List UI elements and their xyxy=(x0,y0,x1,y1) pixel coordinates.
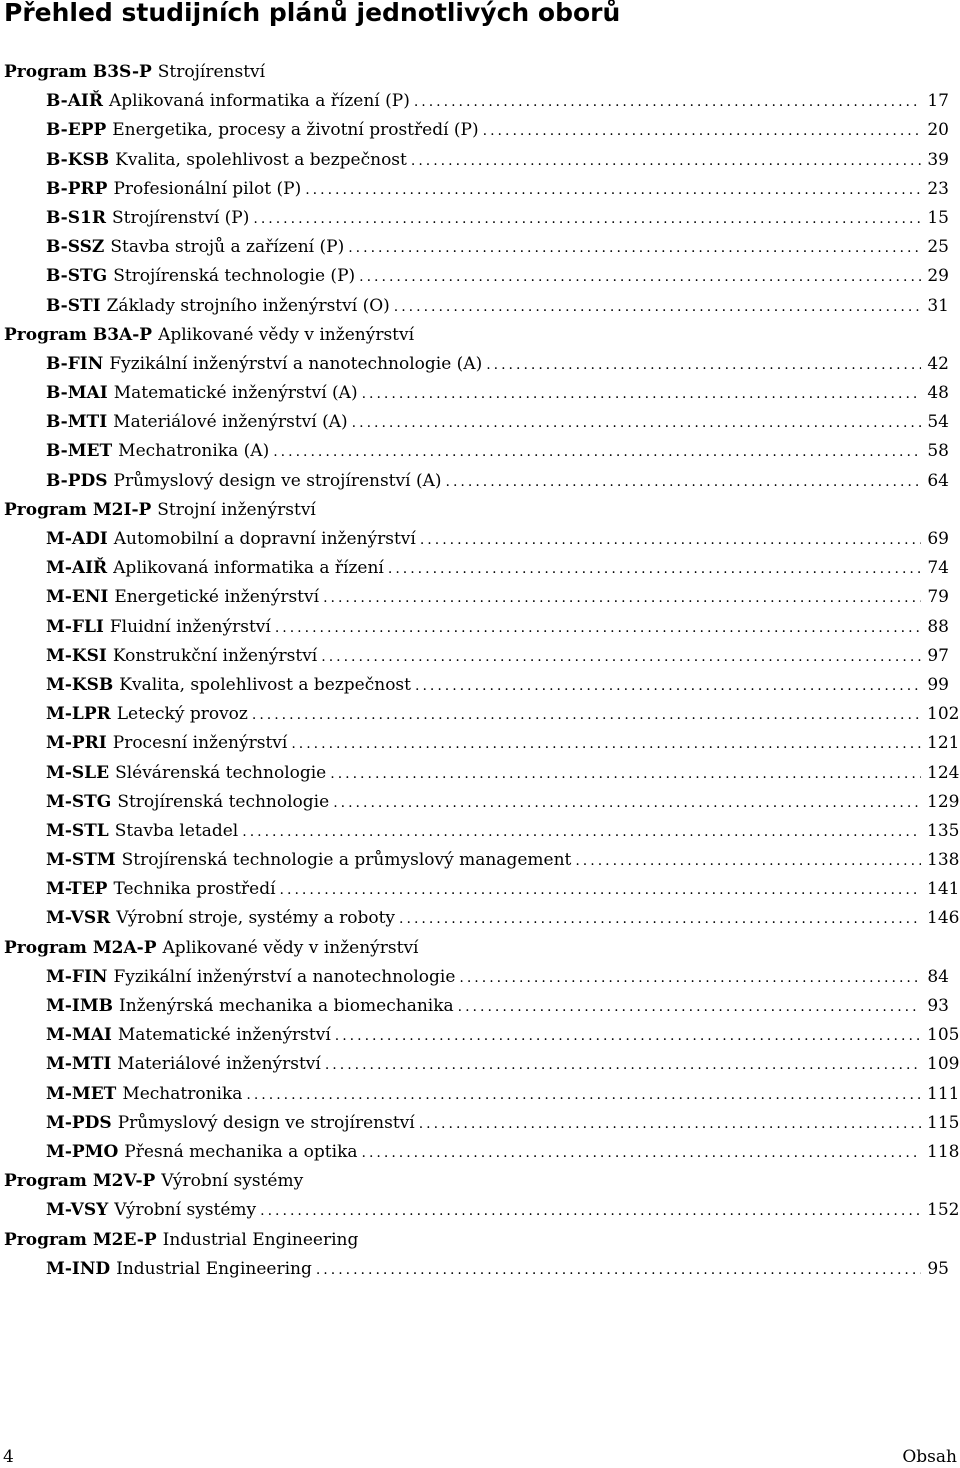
toc-entry[interactable] xyxy=(0,817,960,846)
dot-leader xyxy=(362,380,921,409)
program-heading xyxy=(0,1226,960,1255)
page-number: 109 xyxy=(927,1054,960,1075)
toc-entry[interactable] xyxy=(0,1109,960,1138)
toc-entry[interactable] xyxy=(0,729,960,758)
dot-leader xyxy=(252,701,921,730)
toc-entry[interactable] xyxy=(0,204,960,233)
dot-leader xyxy=(394,293,921,322)
field-name: Matematické inženýrství (A) xyxy=(113,383,358,404)
field-name: Materiálové inženýrství xyxy=(117,1054,321,1075)
program-heading xyxy=(0,1167,960,1196)
page-number: 93 xyxy=(927,996,949,1016)
page-number: 64 xyxy=(927,470,949,491)
dot-leader xyxy=(321,643,921,672)
dot-leader xyxy=(575,847,921,876)
field-name: Průmyslový design ve strojírenství (A) xyxy=(113,470,442,491)
field-code: B-PDS xyxy=(46,470,108,491)
dot-leader xyxy=(419,1110,921,1139)
dot-leader xyxy=(316,1256,921,1285)
field-code: M-PRI xyxy=(46,733,107,754)
field-name: Průmyslový design ve strojírenství xyxy=(117,1112,415,1133)
footer-section-name: Obsah xyxy=(902,1447,957,1467)
dot-leader xyxy=(411,147,921,176)
dot-leader xyxy=(253,205,921,234)
dot-leader xyxy=(333,789,921,818)
toc-entry[interactable] xyxy=(0,700,960,729)
dot-leader xyxy=(323,584,921,613)
toc-entry[interactable] xyxy=(0,846,960,875)
page-number: 121 xyxy=(927,733,960,754)
field-name: Aplikovaná informatika a řízení xyxy=(113,558,384,579)
field-code: M-ENI xyxy=(46,587,109,608)
dot-leader xyxy=(348,234,921,263)
program-code: Program B3S-P xyxy=(4,62,152,82)
field-name: Fyzikální inženýrství a nanotechnologie (A) xyxy=(109,353,483,374)
field-code: B-EPP xyxy=(46,120,107,141)
dot-leader xyxy=(305,176,921,205)
dot-leader xyxy=(415,672,921,701)
field-code: B-MTI xyxy=(46,412,108,433)
dot-leader xyxy=(280,876,921,905)
program-name: Výrobní systémy xyxy=(161,1171,304,1192)
page-number: 20 xyxy=(927,120,949,141)
field-name: Stavba strojů a zařízení (P) xyxy=(110,237,345,258)
field-code: M-ADI xyxy=(46,529,108,549)
page-number: 97 xyxy=(927,645,949,666)
dot-leader xyxy=(446,468,921,497)
dot-leader xyxy=(275,614,921,643)
field-name: Procesní inženýrství xyxy=(112,733,288,754)
dot-leader xyxy=(352,409,921,438)
page-number: 146 xyxy=(927,908,960,929)
program-name: Aplikované vědy v inženýrství xyxy=(158,324,415,345)
dot-leader xyxy=(335,1022,921,1051)
program-code: Program M2I-P xyxy=(4,499,152,520)
field-code: M-AIŘ xyxy=(46,558,108,579)
field-name: Energetické inženýrství xyxy=(114,587,320,608)
field-code: M-PDS xyxy=(46,1112,112,1133)
field-name: Výrobní stroje, systémy a roboty xyxy=(116,908,396,929)
page-number: 74 xyxy=(927,558,949,579)
program-heading xyxy=(0,496,960,525)
toc-entry[interactable] xyxy=(0,1080,960,1109)
field-code: M-STM xyxy=(46,850,116,871)
toc-entry[interactable] xyxy=(0,1255,960,1284)
toc-entry[interactable] xyxy=(0,759,960,788)
field-code: M-FLI xyxy=(46,616,104,637)
toc-entry[interactable] xyxy=(0,379,960,408)
field-name: Strojírenská technologie a průmyslový management xyxy=(121,850,572,871)
field-code: M-MTI xyxy=(46,1054,112,1075)
field-name: Kvalita, spolehlivost a bezpečnost xyxy=(115,149,407,170)
page-number: 135 xyxy=(927,820,960,841)
toc-entry[interactable] xyxy=(0,1138,960,1167)
page-number: 88 xyxy=(927,616,949,637)
toc-entry[interactable] xyxy=(0,583,960,612)
dot-leader xyxy=(273,438,921,467)
page-number: 54 xyxy=(927,412,949,433)
toc-entry[interactable] xyxy=(0,467,960,496)
program-name: Strojírenství xyxy=(157,62,266,82)
page-number: 129 xyxy=(927,791,960,812)
page-number: 17 xyxy=(927,91,949,112)
field-name: Mechatronika (A) xyxy=(118,441,270,462)
field-code: M-STL xyxy=(46,820,109,841)
program-heading xyxy=(0,321,960,350)
toc-entry[interactable] xyxy=(0,1021,960,1050)
field-code: M-MAI xyxy=(46,1025,112,1046)
field-name: Fluidní inženýrství xyxy=(109,616,271,637)
field-name: Přesná mechanika a optika xyxy=(124,1141,358,1162)
toc-entry[interactable] xyxy=(0,233,960,262)
page-number: 69 xyxy=(927,529,949,549)
program-code: Program M2V-P xyxy=(4,1171,156,1192)
program-code: Program B3A-P xyxy=(4,324,153,345)
toc-entry[interactable] xyxy=(0,525,960,554)
page-number: 102 xyxy=(927,704,960,725)
toc-entry[interactable] xyxy=(0,1196,960,1225)
page-number: 124 xyxy=(927,762,960,783)
dot-leader xyxy=(246,1081,921,1110)
toc-entry[interactable] xyxy=(0,292,960,321)
program-heading xyxy=(0,58,960,87)
page-number: 95 xyxy=(927,1258,949,1279)
field-code: B-MAI xyxy=(46,383,108,404)
toc-entry[interactable] xyxy=(0,146,960,175)
field-name: Technika prostředí xyxy=(113,879,276,900)
field-name: Výrobní systémy xyxy=(114,1200,257,1221)
field-code: M-FIN xyxy=(46,966,108,987)
field-code: B-FIN xyxy=(46,353,104,374)
page-number: 29 xyxy=(927,266,949,287)
field-name: Strojírenská technologie (P) xyxy=(113,266,356,287)
field-name: Strojírenská technologie xyxy=(117,791,330,812)
page-number: 138 xyxy=(927,850,960,871)
dot-leader xyxy=(291,730,921,759)
page-number: 25 xyxy=(927,237,949,258)
field-name: Stavba letadel xyxy=(114,820,239,841)
dot-leader xyxy=(388,555,921,584)
dot-leader xyxy=(260,1197,921,1226)
dot-leader xyxy=(359,263,921,292)
dot-leader xyxy=(399,905,921,934)
page-number: 84 xyxy=(927,966,949,987)
program-code: Program M2E-P xyxy=(4,1229,157,1250)
toc-entry[interactable] xyxy=(0,116,960,145)
field-code: B-STG xyxy=(46,266,108,287)
toc-entry[interactable] xyxy=(0,992,960,1021)
field-code: M-KSB xyxy=(46,674,114,695)
dot-leader xyxy=(330,760,921,789)
program-name: Strojní inženýrství xyxy=(157,499,316,520)
field-code: M-VSR xyxy=(46,908,111,929)
field-name: Kvalita, spolehlivost a bezpečnost xyxy=(119,674,411,695)
page-number: 111 xyxy=(927,1083,960,1104)
field-code: M-PMO xyxy=(46,1141,119,1162)
dot-leader xyxy=(414,88,921,117)
field-code: B-MET xyxy=(46,441,113,462)
field-name: Inženýrská mechanika a biomechanika xyxy=(119,996,454,1016)
toc-entry[interactable] xyxy=(0,87,960,116)
page-number: 15 xyxy=(927,207,949,228)
field-code: B-KSB xyxy=(46,149,110,170)
field-code: B-PRP xyxy=(46,178,108,199)
field-name: Matematické inženýrství xyxy=(117,1025,331,1046)
field-code: M-KSI xyxy=(46,645,107,666)
page-number: 141 xyxy=(927,879,960,900)
field-code: B-AIŘ xyxy=(46,91,104,112)
field-code: M-TEP xyxy=(46,879,108,900)
toc-entry[interactable] xyxy=(0,642,960,671)
field-name: Profesionální pilot (P) xyxy=(113,178,302,199)
toc-entry[interactable] xyxy=(0,437,960,466)
field-name: Aplikovaná informatika a řízení (P) xyxy=(109,91,410,112)
page-number: 23 xyxy=(927,178,949,199)
dot-leader xyxy=(325,1051,921,1080)
field-name: Mechatronika xyxy=(122,1083,243,1104)
field-code: B-S1R xyxy=(46,207,106,228)
program-code: Program M2A-P xyxy=(4,937,157,958)
toc-entry[interactable] xyxy=(0,262,960,291)
field-name: Slévárenská technologie xyxy=(115,762,327,783)
field-name: Letecký provoz xyxy=(116,704,248,725)
page-number: 152 xyxy=(927,1200,960,1221)
field-name: Strojírenství (P) xyxy=(111,207,250,228)
field-name: Energetika, procesy a životní prostředí (P) xyxy=(112,120,479,141)
footer-page-number: 4 xyxy=(3,1447,14,1467)
toc-entry[interactable] xyxy=(0,1050,960,1079)
toc-entry[interactable] xyxy=(0,350,960,379)
page-number: 48 xyxy=(927,383,949,404)
page-title: Přehled studijních plánů jednotlivých oborů xyxy=(4,0,621,27)
program-name: Industrial Engineering xyxy=(162,1229,359,1250)
field-code: B-STI xyxy=(46,295,101,316)
field-code: M-IMB xyxy=(46,996,114,1016)
page-number: 99 xyxy=(927,674,949,695)
page-number: 42 xyxy=(927,353,949,374)
dot-leader xyxy=(459,964,921,993)
dot-leader xyxy=(458,993,921,1022)
table-of-contents xyxy=(0,58,960,1284)
dot-leader xyxy=(483,117,921,146)
toc-entry[interactable] xyxy=(0,875,960,904)
page-number: 39 xyxy=(927,149,949,170)
field-code: B-SSZ xyxy=(46,237,105,258)
dot-leader xyxy=(242,818,921,847)
field-code: M-SLE xyxy=(46,762,110,783)
page-number: 58 xyxy=(927,441,949,462)
toc-entry[interactable] xyxy=(0,671,960,700)
page-number: 79 xyxy=(927,587,949,608)
toc-entry[interactable] xyxy=(0,175,960,204)
dot-leader xyxy=(486,351,921,380)
page-number: 31 xyxy=(927,295,949,316)
toc-entry[interactable] xyxy=(0,788,960,817)
program-name: Aplikované vědy v inženýrství xyxy=(162,937,419,958)
field-name: Automobilní a dopravní inženýrství xyxy=(113,529,416,549)
page-number: 105 xyxy=(927,1025,960,1046)
toc-entry[interactable] xyxy=(0,904,960,933)
toc-entry[interactable] xyxy=(0,408,960,437)
toc-entry[interactable] xyxy=(0,613,960,642)
field-name: Konstrukční inženýrství xyxy=(112,645,318,666)
field-name: Industrial Engineering xyxy=(116,1258,312,1279)
dot-leader xyxy=(420,526,921,555)
field-name: Materiálové inženýrství (A) xyxy=(113,412,348,433)
field-code: M-IND xyxy=(46,1258,111,1279)
toc-entry[interactable] xyxy=(0,554,960,583)
toc-entry[interactable] xyxy=(0,963,960,992)
field-code: M-LPR xyxy=(46,704,111,725)
field-code: M-VSY xyxy=(46,1200,109,1221)
page-number: 118 xyxy=(927,1141,960,1162)
program-heading xyxy=(0,934,960,963)
field-code: M-STG xyxy=(46,791,112,812)
field-code: M-MET xyxy=(46,1083,117,1104)
page-number: 115 xyxy=(927,1112,960,1133)
field-name: Fyzikální inženýrství a nanotechnologie xyxy=(113,966,456,987)
field-name: Základy strojního inženýrství (O) xyxy=(106,295,390,316)
dot-leader xyxy=(362,1139,921,1168)
